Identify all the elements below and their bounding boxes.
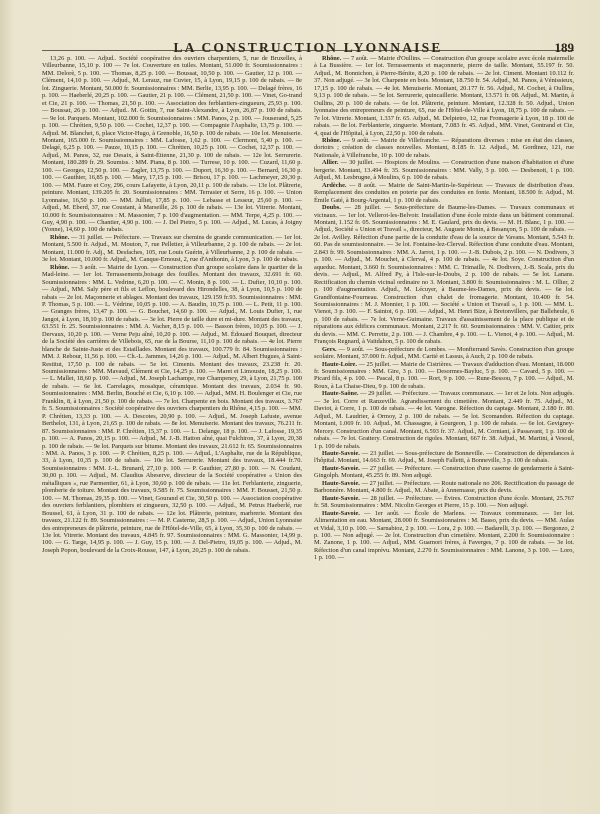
entry-text: — 28 juillet. — Préfecture. — Évires. Construction d'une école. Montant, 25.767 fr. 58. Soumissionnaires : MM. Nicolin Georges et Pierre, 15 p. 100. — Non adjugé. <box>314 494 574 510</box>
entry-text: — 1er août. — École de Marlens. — Travaux communaux. — 1er lot. Alimentation en eau. Montant, 28.000 fr. Soumissionnaires : M. Basso, prix du devis. — MM. Aulas et Vidal, 3,10 p. 100. — Sarnabioz, 2 p. 100. — Lora, 2 p. 100. — Badarelli, 3 p. 100. — Bergonzo, 2 p. 100. — Non adjugé. — 2e lot. Construction d'un cimetière. Montant, 2.200 fr. Soumissionnaire : M. Zanone, 1 p. 100. — Adjud., MM. Guarnori frères, à Faverges, 7 p. 100 de rabais. — 3e lot. Réfection d'un canal imprévu. Montant, 2.270 fr. Soumissionnaires : MM. Lanone, 3 p. 100. — Loro, 1 p. 100. — <box>314 509 574 562</box>
entry-text: — 31 juillet. — Préfecture. — Travaux sur chemins de grande communication. — 1er lot. Montant, 5.500 fr. Adjud., M. Mouton, 7, rue Pelletier, à Villeurbanne, 2 p. 100 de rabais. — 2e lot. Montant, 11.000 fr. Adj., M. Desfaches, 105, rue Louis Guérin, à Villeurbanne, 2 p. 100 de rabais. — 3e lot. Montant, 10.000 fr. Adjud., M. Canque-Ernoust, 2, rue d'Anthonin, à Lyon, 3 p. 100 de rabais. <box>42 233 302 264</box>
tender-entry <box>314 495 574 510</box>
tender-entry <box>314 390 574 450</box>
tender-entry <box>314 465 574 480</box>
entry-region: Haute-Savoie. <box>322 509 360 517</box>
entry-text: — 25 juillet. — Mairie de Cistrières. — Travaux d'adduction d'eau. Montant, 18.000 fr. Soumissionnaires : MM. Gire, 3 p. 100. — Desormes-Bayluc, 5 p. 100. — Cavard, 5 p. 100. — Picard fils, 4 p. 100. — Pascal, 8 p. 100. — Rort, 9 p. 100. — Rune-Bessou, 7 p. 100. — Adjud., M. Roux, à La Chaise-Dieu, 9 p. 100 de rabais. <box>314 360 574 390</box>
right-column <box>314 55 574 809</box>
entry-text: — 30 juillet. — Hospices de Moulins. — Construction d'une maison d'habitation et d'une bergerie. Montant, 13.494 fr. 35. Soumissionnaires : MM. Vally, 3 p. 100. — Desbenoit, 1 p. 100. Adjud., M. Lesbrugne, à Moulins, 6 p. 100 de rabais. <box>314 159 574 182</box>
continuation-paragraph: 13,26 p. 100. — Adjud.. Société coopérative des ouvriers charpentiers, 5, rue de Bruxelles, à Villeurbanne, 15,10 p. 100 — 7e lot. Couverture en tuiles. Montant, 51.000 fr. Soumissionnaires : MM. Delorè, 5 p. 100. — Thomas, 8,25 p. 100. — Boussat, 10,50 p. 100. — Gautier, 12 p. 100. — Clément, 14,10 p. 100. — Adjud., M. Lerauz, rue Cuvier, 15, à Lyon, 19,15 p. 100 de rabais. — 8e lot. Zinguerie. Montant, 50.000 fr. Soumissionnaires : MM. Berlie, 13,95 p. 100. — Delagé frères, 16 p. 100. — Haeberlé, 20,25 p. 100. — Gautier, 21 p. 100. — Clément, 21,50 p. 100. — Vinet, Go-trand et Cie, 21 p. 100. — Thomas, 21,50 p. 100. — Association des ferblantiers-zingueurs, 25,93 p. 100. — Boussat, 26 p. 100. — Adjud.. M. Gottin, 7, rue Saint-Alexandre, à Lyon, 26,87 p. 100 de rabais. — 9e lot. Parquets. Montant, 102.000 fr. Soumissionnaires : MM. Panos, 2 p. 100. — Jouserand, 5,25 p. 100. — Chrétien, 9,50 p. 100. — Cochet, 12,37 p. 100. — Compagnie l'Asphalte, 13,75 p. 100. — Adjud. M. Blanchet, 6, place Victor-Hugo, à Grenoble, 16,50 p. 100 de rabais. — 10e lot. Menuiserie. Montant, 165.000 fr. Soumissionnaires : MM. Lafosse, 1,62 p. 100. — Clermont, 5,40 p. 100. — Delagé, 6,25 p. 100. — Pauze, 10,15 p. 100. — Chrétien, 10,25 p. 100. — Cochet, 12,37 p. 100. — Adjud., M. Panos, 32, rue Desaix, à Saint-Étienne, 21,30 p. 100 de rabais. — 12e lot. Serrurerie. Montant, 180.289 fr. 29. Soumiss. : MM. Piana, 8 p. 100. — Turrese, 10 p. 100. — Cuzard, 11,60 p. 100. — Georges, 12,50 p. 100. — Zagler, 13,75 p. 100. — Duport, 16,30 p. 100. — Bernard, 16,30 p. 100. — Gauthier, 16,85 p. 100. — Mary, 17,15 p. 100. — Brisou, 17 p. 100. — Lachmeyer, 20,30 p. 100. — MM. Faure et Coy, 296, cours Lafayette, à Lyon, 20,11 p. 100 de rabais. — 13e lot. Plâtrerie, peinture. Montant, 139.205 fr. 20. Soumissionnaires : MM. Terrasier et Serre, 16 p. 100. — Union Lyonnaise, 16,50 p. 100. — MM. Julliet, 17,85 p. 100. — Lebasse et Lesseur, 25,60 p. 100. — Adjud., M. Eberd, 37, rue Coustant, à Marseille, 26 p. 100 de rabais. — 13e lot. Vitrerie. Montant, 10.000 fr. Soumissionnaires : M. Massonier, 7 p. 100 d'augmentation. — MM. Terpe, 4,25 p. 100. — Guy, 4,90 p. 100. — Chantier, 4,90 p. 100. — J. Del Pietro, 5 p. 100. — Adjud., M. Lucas, à Joigny (Yonne), 14,60 p. 100 de rabais. <box>42 55 302 234</box>
tender-entry <box>314 159 574 181</box>
entry-text: — 29 juillet. — Préfecture. — Travaux communaux. — 1er et 2e lots. Non adjugés. — 3e lot. Corre et Ranzeville. Agrandissement du cimetière. Montant, 2.449 fr. 75. Adjud., M. Daviot, à Corre, 1 p. 100 de rabais. — 4e lot. Varogne. Réfection du captage. Montant, 2.180 fr. 80. Adjud., M. Laudrier, à Ormoy, 2 p. 100 de rabais. — 5e lot. Scomandon. Réfection du captage. Montant, 1.069 fr. 10. Adjud., M. Chassagne, à Gourgeon, 1 p. 100 de rabais. — 6e lot. Gevigney-Mercey. Construction d'un canal. Montant, 6.593 fr. 37. Adjud., M. Corniani, à Passavant, 1 p. 100 de rabais. — 7e lot. Grattery. Construction de rigoles. Montant, 667 fr. 38. Adjud., M. Martini, à Vesoul, 1 p. 100 de rabais. <box>314 390 574 450</box>
left-column <box>42 55 302 809</box>
journal-title: LA CONSTRUCTION LYONNAISE <box>173 40 443 55</box>
entry-text: — 8 août. — Mairie de Saint-Martin-le-Supérieur. — Travaux de distribution d'eau. Remplacement des conduites en poterie par des conduites en fonte. Montant, 18.500 fr. Adjud., M. Émile Gaté, à Bourg-Argental, 1 p. 100 de rabais. <box>314 181 574 204</box>
entry-region: Rhône. <box>322 136 342 144</box>
tender-entry <box>314 55 574 137</box>
entry-text: — 9 août. — Sous-préfecture de Lombes. — Monfterrand Savès. Construction d'un groupe scolaire. Montant, 37.000 fr. Adjud., MM. Cartié et Lassus, à Auch, 2 p. 100 de rabais. <box>314 345 574 361</box>
entry-region: Rhône. <box>50 233 70 241</box>
entry-region: Gers. <box>322 345 337 353</box>
text-columns <box>42 55 574 809</box>
entry-region: Haute-Savoie. <box>322 450 360 458</box>
entry-region: Haute-Savoie. <box>322 479 360 487</box>
entry-text: — 3 août. — Mairie de Lyon. — Construction d'un groupe scolaire dans le quartier de la Mad-leine. — 1er lot. Terrassements,boisage des fouilles. Montant des travaux, 32.691 fr. 60. Soumissionnaires : MM. L. Vedrine, 6,20 p. 100. — C. Monin, 8 p. 100. — L. Dufier, 10,10 p. 100. — Adjud., MM. Saly père et fils et Leflon, boulevard des Hirondelles, 38, à Lyon, 10,5 p. 100 de rabais — 2e lot. Maçonnerie et ablages. Montant des travaux, 129.159 fr.93. Soumissionnaires : MM. P. Thomas, 5 p. 100. — L. Védrine, 10,05 p. 100. — A. Baudin, 10,75 p. 100. — L. Petit, 11 p. 100. — Granges frères, 13,47 p. 100. — G. Bouchet, 14,60 p. 100. — Adjud., M. Louis Dufier, 1, rue Jangot, à Lyon, 18,10 p. 100 de rabais. — 3e lot. Pierre de taille dure et mi-dure. Montant des travaux, 63.551 fr. 25. Soumissionnaires : MM. A. Vacher, 8,15 p. 100. — Basson frères, 10,05 p. 100. — J. Dervaux, 10,20 p. 100. — Verne Peju aîné, 10,20 p. 100. — Adjud., M. Édouard Bouquet, directeur de la Société des carrières de Villebois, 65, rue de la Bourse, 11,10 p. 100 de rabais. — 4e lot. Pierre blanche de Sainte-Juste et des Estaillades. Montant des travaux, 100.779 fr. 84. Soumissionnaires : MM. J. Rebour, 11,56 p. 100. — Ch.-L. Jammes, 14,26 p. 100. — Adjud., M. Albert Hugues, à Saint-Restitut, 17,50 p. 100 de rabais. — 5e lot. Ciments. Montant des travaux, 23.238 fr. 20. Soumissionnaires : MM. Mavaud, Clément et Cie, 14,25 p. 100. — Maret et Limousin, 18,25 p. 100. — L. Mallet, 18,60 p. 100. — Adjud., M. Joseph Lachampe, rue Champeney, 29, à Lyon, 21,75 p. 100 de rabais. — 6e lot. Carrelages, mosaïque, céramique. Montant des travaux, 2.034 fr. 90. Soumissionnaires : MM. Berlin, Bouché et Cie, 6,10 p. 100. — Adjud., MM. H. Boulenger et Cie, rue Franklin, 8, à Lyon, 21,50 p. 100 de rabais. — 7e lot. Charpente en bois. Montant des travaux, 3.767 fr. 5. Soumissionnaires : Société coopérative des ouvriers charpentiers du Rhône, 4,15 p. 100. — MM. P. Chrétien, 13,33 p. 100. — A. Descotes, 20,90 p. 100. — Adjud., M. Joseph Lafuste, avenue Berthelot, 131, à Lyon, 21,65 p. 100 de rabais. — 8e lot. Menuiserie. Montant des travaux, 76.211 fr. 87. Soumissionnaires : MM. P. Chrétien, 15,37 p. 100. — L. Delange, 18 p. 100. — J. Lafosse, 19,35 p. 100. — A. Panos, 20,15 p. 100. — Adjud., M. J.-B. Hatton aîné, quai Fulchiron, 37, à Lyon, 20,38 p. 100 de rabais. — 9e lot. Parquets sur bitume. Montant des travaux, 21.612 fr. 65. Soumissionnaires : MM. A. Panos, 3 p. 100. — P. Chrétien, 8,25 p. 100. — Adjud., L'Asphalte, rue de la République, 33, à Lyon, 10,35 p. 100 de rabais. — 10e lot. Serrurerie. Montant des travaux, 18.444 fr.70. Soumissionnaires : MM. J.-L. Brunard, 27,10 p. 100. — P. Gauthier, 27,80 p. 100. — N. Coudant, 30,00 p. 100. — Adjud., M. Claudius Abeserve, directeur de la Société coopérative « Union des métalliques », rue Parmentier, 61, à Lyon, 30,60 p. 100 de rabais. — 11e lot. Ferblanterie, zinguerie, plomberie de toiture. Montant des travaux, 9.585 fr. 75. Soumissionnaires : MM. F. Bousset, 21,50 p. 100. — M. Thomas, 29,35 p. 100. — Vinet, Gourand et Cie, 30,50 p. 100. — Association coopérative des ouvriers ferblantiers, plombiers et zingueurs, 32,50 p. 100. — Adjud., M. Petrus Haeberlé, rue Boussel, 61, à Lyon, 31 p. 100 de rabais. — 12e lot. Plâtrerie, peinture, marbrerie. Montant des travaux, 21.122 fr. 89. Soumissionnaires : — M. P. Casterne, 28,5 p. 100. — Adjud., Union Lyonnaise des entrepreneurs de plâtrerie, peinture, rue de l'Hôtel-de-Ville, 65, à Lyon, 35,30 p. 100 de rabais. — 13e lot. Vitrerie. Montant des travaux, 4.845 fr. 97. Soumissionnaires : MM. G. Massonier, 14,99 p. 100. — G. Targe, 14,95 p. 100. — J. Guy, 15 p. 100. — J. Del-Pietro, 19,05 p. 100. — Adjud., M. Joseph Popon, boulevard de la Croix-Rousse, 147, à Lyon, 20,25 p. 100 de rabais. <box>42 263 302 554</box>
entry-text: — 7 août. — Mairie d'Oullins. — Construction d'un groupe scolaire avec école maternelle à La Bussière. — 1er lot. Terrassements et maçonnerie, pierre de taille. Montant, 55.197 fr. 50. Adjud., M. Bonnichon, à Pierre-Bénite, 8,20 p. 100 de rabais. — 2e lot. Ciment. Montant 10.112 fr. 37. Non adjugé. — 3e lot. Charpente en bois. Montant, 18.750 fr. 54. Adjud., M. Panos, à Vénissieux, 17,15 p. 100 de rabais. — 4e lot. Menuiserie. Montant, 20.177 fr. 56. Adjud., M. Cochet, à Oullins, 9,13 p. 100 de rabais. — 5e lot. Serrurerie, quincaillerie. Montant, 13.571 fr. 08. Adjud., M. Martin, à Oullins, 20 p. 100 de rabais. — 6e lot. Plâtrerie, peinture. Montant, 12.328 fr. 50. Adjud., Union lyonnaise des entrepreneurs de peinture, 65, rue de l'Hôtel-de-Ville à Lyon, 18,75 p. 100 de rabais. — 7e lot. Vitrerie. Montant, 1.337 fr. 65. Adjud., M. Delpietro, 12, rue Fromagerie à Lyon, 18 p. 100 de rabais. — 8e lot. Ferblanterie, zinguerie. Montant, 7.083 fr. 45. Adjud., MM. Vinet, Gontrand et Cie, 4, quai de l'Hôpital, à Lyon, 22,50 p. 100 de rabais. <box>314 55 574 137</box>
tender-entry <box>314 361 574 391</box>
tender-entry <box>42 264 302 555</box>
page-number: 189 <box>554 40 574 55</box>
entry-region: Allier. <box>322 159 339 167</box>
tender-entry <box>314 204 574 346</box>
running-head <box>42 20 574 55</box>
entry-region: Haute-Saône. <box>322 390 359 398</box>
tender-entry <box>314 346 574 361</box>
tender-entry <box>314 510 574 562</box>
entry-region: Rhône. <box>50 263 70 271</box>
entry-text: — 23 juillet. — Sous-préfecture de Bonneville. — Construction de dépendances à l'hôpital. Montant, 14.663 fr. 69. Adjud., M. Joseph Falletti, à Bonneville, 3 p. 100 de rabais. <box>314 450 574 465</box>
tender-entry <box>314 450 574 465</box>
entry-region: Doubs. <box>322 204 341 212</box>
entry-text: — 28 juillet. — Sous-préfecture de Baume-les-Dames. — Travaux communaux et vicinaux. — 1er lot. Vellerot-les-Belvoir. Installation d'une école mixte dans un bâtiment communal. Montant, 1.152 fr. 05. Soumissionnaires : M. E. Gaulard, prix du devis. — M. H. Blanc, 1 p. 100. — Adjud., Société « Union et Travail », directeur, M. Auguste Monin, à Besançon, 5 p. 100 de rabais. — 2e lot. Avilley. Réfection d'une partie de la conduite d'eau de la source de Vavans. Montant, 5.543 fr. 60. Pas de soumissionnaire. — 3e lot. Fontaine-lez-Clerval. Réfection d'une conduite d'eau. Montant, 2.843 fr. 99. Soumissionnaires : MM. A. Jarrot, 1 p. 100. — J.-B. Dubois, 2 p. 100. — N. Dodivers, 3 p. 100. — Adjud., M. Mouchet, à Clerval, 4 p. 100 de rabais. — 4e lot. Soye. Construction d'un aqueduc. Montant, 3.660 fr. Soumissionnaires : MM. C. Trimaille, N. Dodivers, J.-B. Scala, prix du devis. — Adjud., M. Alfred Py, à l'Isle-sur-le-Doubs, 2 p. 100 de rabais. — 5e lot. Lanans. Rectification du chemin vicinal ordinaire no 3. Montant, 3.800 fr. Soumissionnaires : M. L. Ollier, 2 p. 100 d'augmentation. Adjud., M. Lécuyer, à Baume-les-Dames, prix du devis. — 6e lot. Grandfontaine-Fourneau. Construction d'un chalet de fromagerie. Montant, 10.400 fr. 54. Soumissionnaires : M. J. Monnier, 1 p. 100. — Société « Union et Travail », 1 p. 100. — MM. L. Vienot, 3 p. 100. — F. Saintot, 6 p. 100. — Adjud., M. Henri Bize, à Bretonvillers, par Balleheule, 6 p. 100 de rabais. — 7e lot. Verne-Guimaine. Travaux d'assainissement de la place publique et de réparations aux édifices communaux. Montant, 2.217 fr. 60. Soumissionnaires : MM. V. Cattier, prix du devis. — MM. C. Perrette, 2 p. 100. — J. Chambre, 4 p. 100. — L. Vienot, 4 p. 100. — Adjud., M. François Regnard, à Vaitdahon, 5 p. 100 de rabais. <box>314 204 574 346</box>
entry-region: Haute-Savoie. <box>322 494 360 502</box>
entry-region: Ardèche. <box>322 181 347 189</box>
tender-entry <box>314 480 574 495</box>
entry-region: Rhône. <box>322 55 342 62</box>
entry-text: — 27 juillet. — Préfecture. — Route nationale no 206. Rectification du passage de Barbonnère. Montant, 4.800 fr. Adjud., M. Abate, à Annemasse, prix du devis. <box>314 479 574 495</box>
entry-text: — 27 juillet. — Préfecture. — Construction d'une caserne de gendarmerie à Saint-Gingolph. Montant, 45.255 fr. 89. Non adjugé. <box>314 464 574 480</box>
tender-entry <box>314 182 574 204</box>
entry-text: — 9 août. — Mairie de Villefranche. — Réparations diverses : mise en état des classes, dortoirs ; création de classes nouvelles. Montant, 8.185 fr. 12. Adjud., M. Gordinez, 121, rue Nationale, à Villefranche, 10 p. 100 de rabais. <box>314 136 574 159</box>
tender-entry <box>42 234 302 264</box>
entry-region: Haute-Loire. <box>322 360 357 368</box>
tender-entry <box>314 137 574 159</box>
entry-region: Haute-Savoie. <box>322 464 360 472</box>
